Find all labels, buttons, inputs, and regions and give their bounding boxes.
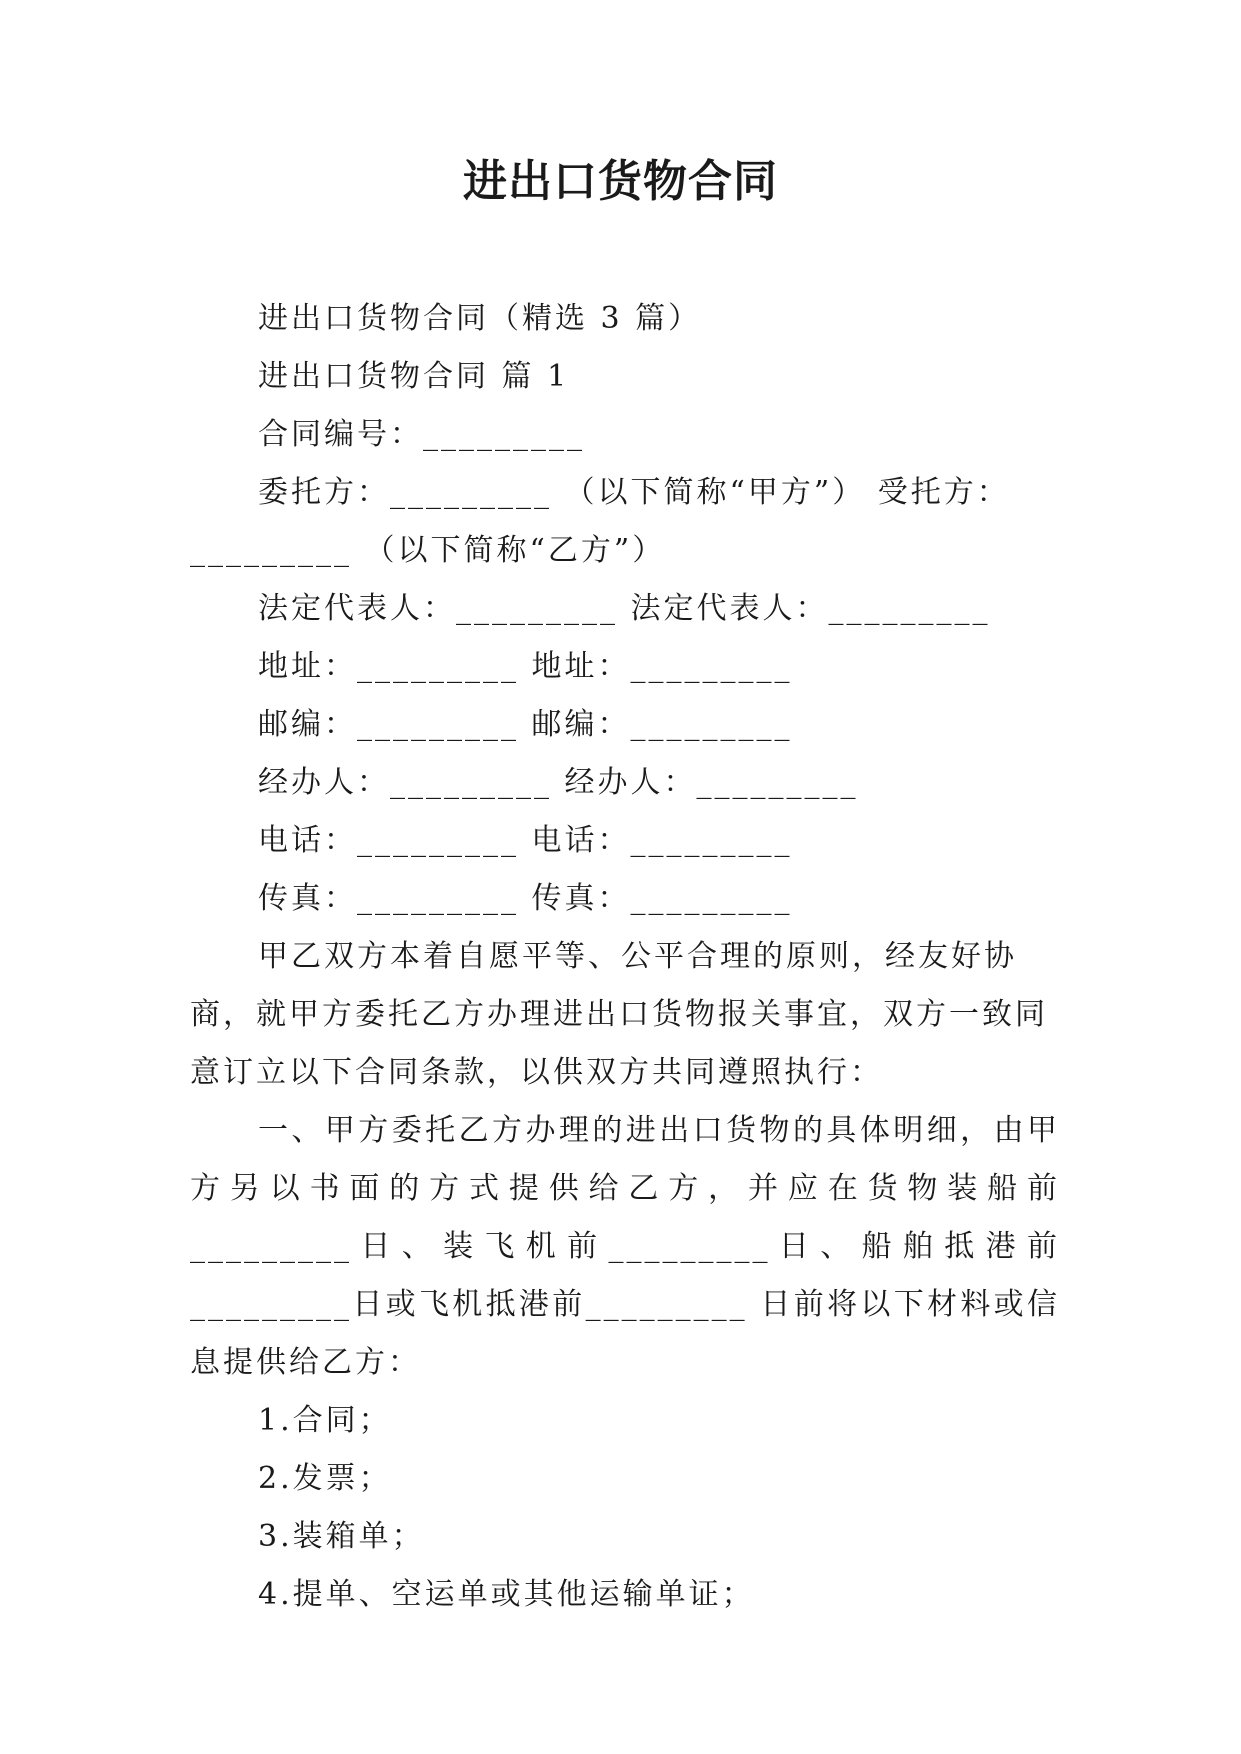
fax-line: 传真：_________ 传真：_________ [258, 881, 793, 916]
phone-line: 电话：_________ 电话：_________ [258, 823, 793, 858]
contract-number-line: 合同编号：_________ [258, 417, 585, 452]
document-body [190, 290, 1060, 1624]
document-title: 进出口货物合同 [463, 156, 778, 207]
clause-one-paragraph: 一、甲方委托乙方办理的进出口货物的具体明细，由甲方另以书面的方式提供给乙方，并应在货物装船前_________日、装飞机前_________日、船舶抵港前_________日或飞机抵港前_________ 日前将以下材料或信息提供给乙方： [190, 1113, 1060, 1380]
list-item: 1.合同； [258, 1403, 392, 1438]
postcode-line: 邮编：_________ 邮编：_________ [258, 707, 793, 742]
address-line: 地址：_________ 地址：_________ [258, 649, 793, 684]
list-item: 3.装箱单； [258, 1519, 425, 1554]
list-item: 2.发票； [258, 1461, 392, 1496]
list-item: 4.提单、空运单或其他运输单证； [258, 1577, 755, 1612]
legal-representative-line: 法定代表人：_________ 法定代表人：_________ [258, 591, 991, 626]
section-heading: 进出口货物合同 篇 1 [258, 359, 570, 394]
subtitle-line: 进出口货物合同（精选 3 篇） [258, 301, 702, 336]
client-line: 委托方：_________ （以下简称“甲方”） 受托方： [258, 475, 1010, 510]
client-line-continued: _________ （以下简称“乙方”） [190, 533, 666, 568]
handler-line: 经办人：_________ 经办人：_________ [258, 765, 859, 800]
intro-paragraph: 甲乙双方本着自愿平等、公平合理的原则，经友好协商，就甲方委托乙方办理进出口货物报关事宜，双方一致同意订立以下合同条款，以供双方共同遵照执行： [190, 939, 1048, 1090]
